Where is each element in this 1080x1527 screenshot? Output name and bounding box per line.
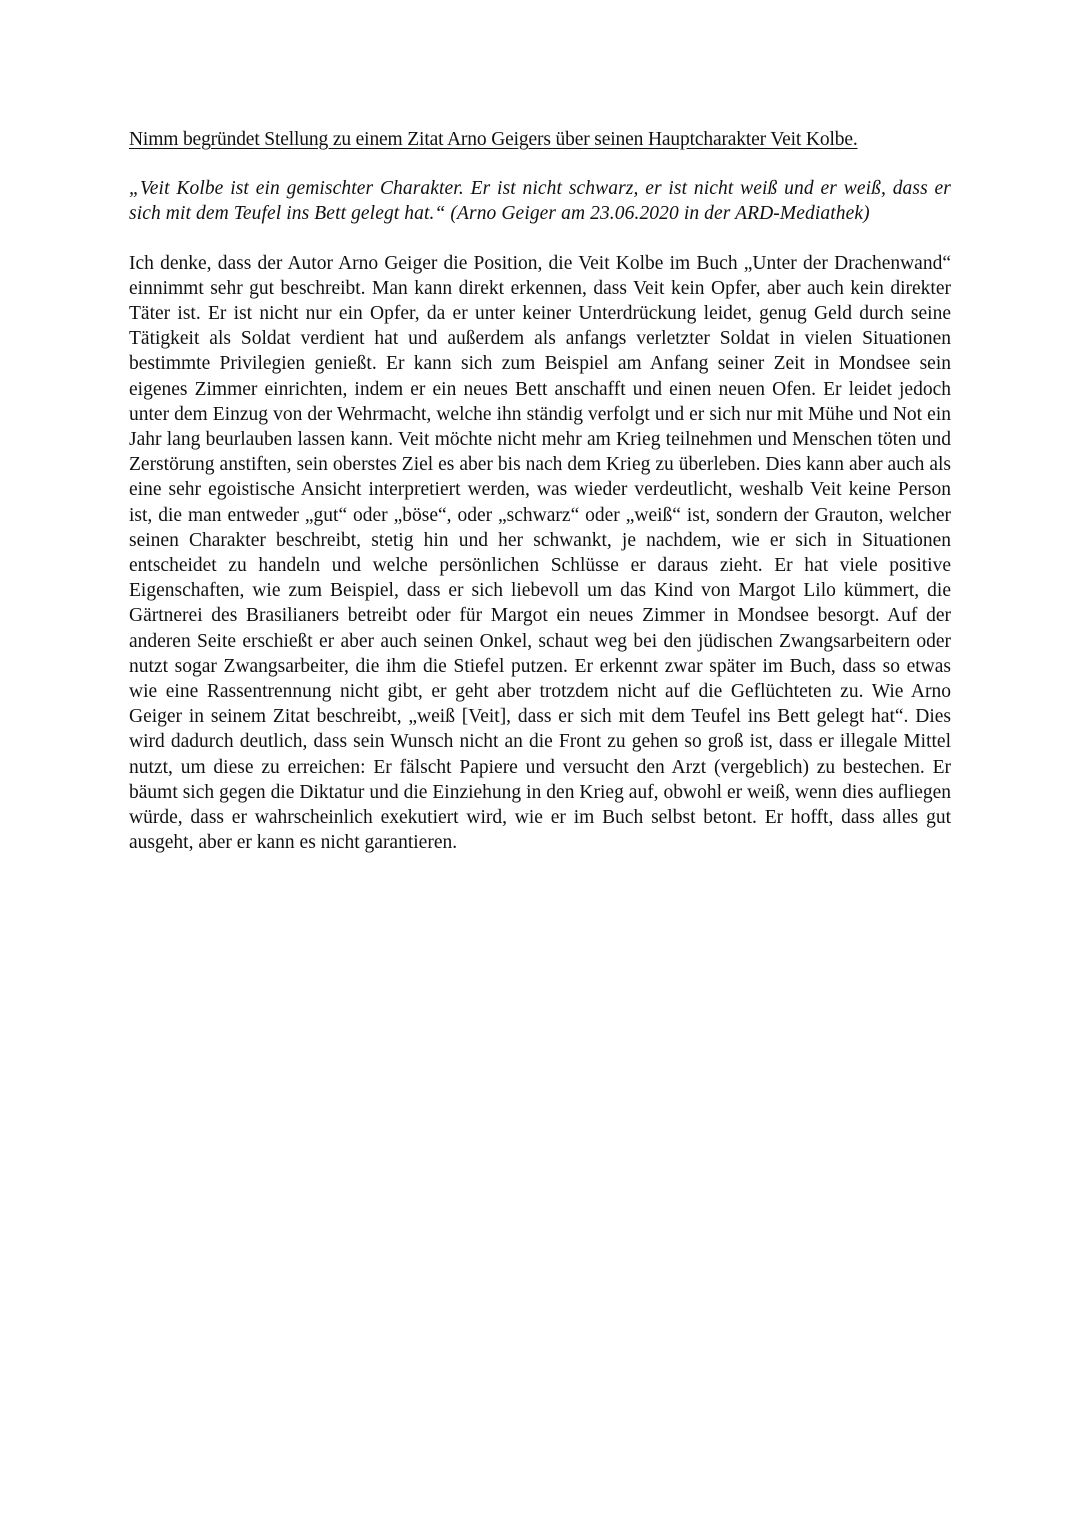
essay-paragraph: Ich denke, dass der Autor Arno Geiger die Position, die Veit Kolbe im Buch „Unter der Drachenwand“ einnimmt sehr gut beschreibt. Man kann direkt erkennen, dass Veit kein Opfer, aber auch kein direkter Täter ist. Er ist nicht nur ein Opfer, da er unter keiner Unterdrückung leidet, genug Geld durch seine Tätigkeit als Soldat verdient hat und außerdem als anfangs verletzter Soldat in vielen Situationen bestimmte Privilegien genießt. Er kann sich zum Beispiel am Anfang seiner Zeit in Mondsee sein eigenes Zimmer einrichten, indem er ein neues Bett anschafft und einen neuen Ofen. Er leidet jedoch unter dem Einzug von der Wehrmacht, welche ihn ständig verfolgt und er sich nur mit Mühe und Not ein Jahr lang beurlauben lassen kann. Veit möchte nicht mehr am Krieg teilnehmen und Menschen töten und Zerstörung anstiften, sein oberstes Ziel es aber bis nach dem Krieg zu überleben. Dies kann aber auch als eine sehr egoistische Ansicht interpretiert werden, was wieder verdeutlicht, weshalb Veit keine Person ist, die man entweder „gut“ oder „böse“, oder „schwarz“ oder „weiß“ ist, sondern der Grauton, welcher seinen Charakter beschreibt, stetig hin und her schwankt, je nachdem, wie er sich in Situationen entscheidet zu handeln und welche persönlichen Schlüsse er daraus zieht. Er hat viele positive Eigenschaften, wie zum Beispiel, dass er sich liebevoll um das Kind von Margot Lilo kümmert, die Gärtnerei des Brasilianers betreibt oder für Margot ein neues Zimmer in Mondsee besorgt. Auf der anderen Seite erschießt er aber auch seinen Onkel, schaut weg bei den jüdischen Zwangsarbeitern oder nutzt sogar Zwangsarbeiter, die ihm die Stiefel putzen. Er erkennt zwar später im Buch, dass so etwas wie eine Rassentrennung nicht gibt, er geht aber trotzdem nicht auf die Geflüchteten zu. Wie Arno Geiger in seinem Zitat beschreibt, „weiß [Veit], dass er sich mit dem Teufel ins Bett gelegt hat“. Dies wird dadurch deutlich, dass sein Wunsch nicht an die Front zu gehen so groß ist, dass er illegale Mittel nutzt, um diese zu erreichen: Er fälscht Papiere und versucht den Arzt (vergeblich) zu bestechen. Er bäumt sich gegen die Diktatur und die Einziehung in den Krieg auf, obwohl er weiß, wenn dies aufliegen würde, dass er wahrscheinlich exekutiert wird, wie er im Buch selbst betont. Er hofft, dass alles gut ausgeht, aber er kann es nicht garantieren.	[129, 252, 951, 854]
document-content	[129, 127, 951, 855]
task-title: Nimm begründet Stellung zu einem Zitat Arno Geigers über seinen Hauptcharakter Veit Kolbe.	[129, 129, 858, 150]
quote-paragraph: „Veit Kolbe ist ein gemischter Charakter. Er ist nicht schwarz, er ist nicht weiß und er weiß, dass er sich mit dem Teufel ins Bett gelegt hat.“ (Arno Geiger am 23.06.2020 in der ARD-Mediathek)	[129, 178, 951, 225]
